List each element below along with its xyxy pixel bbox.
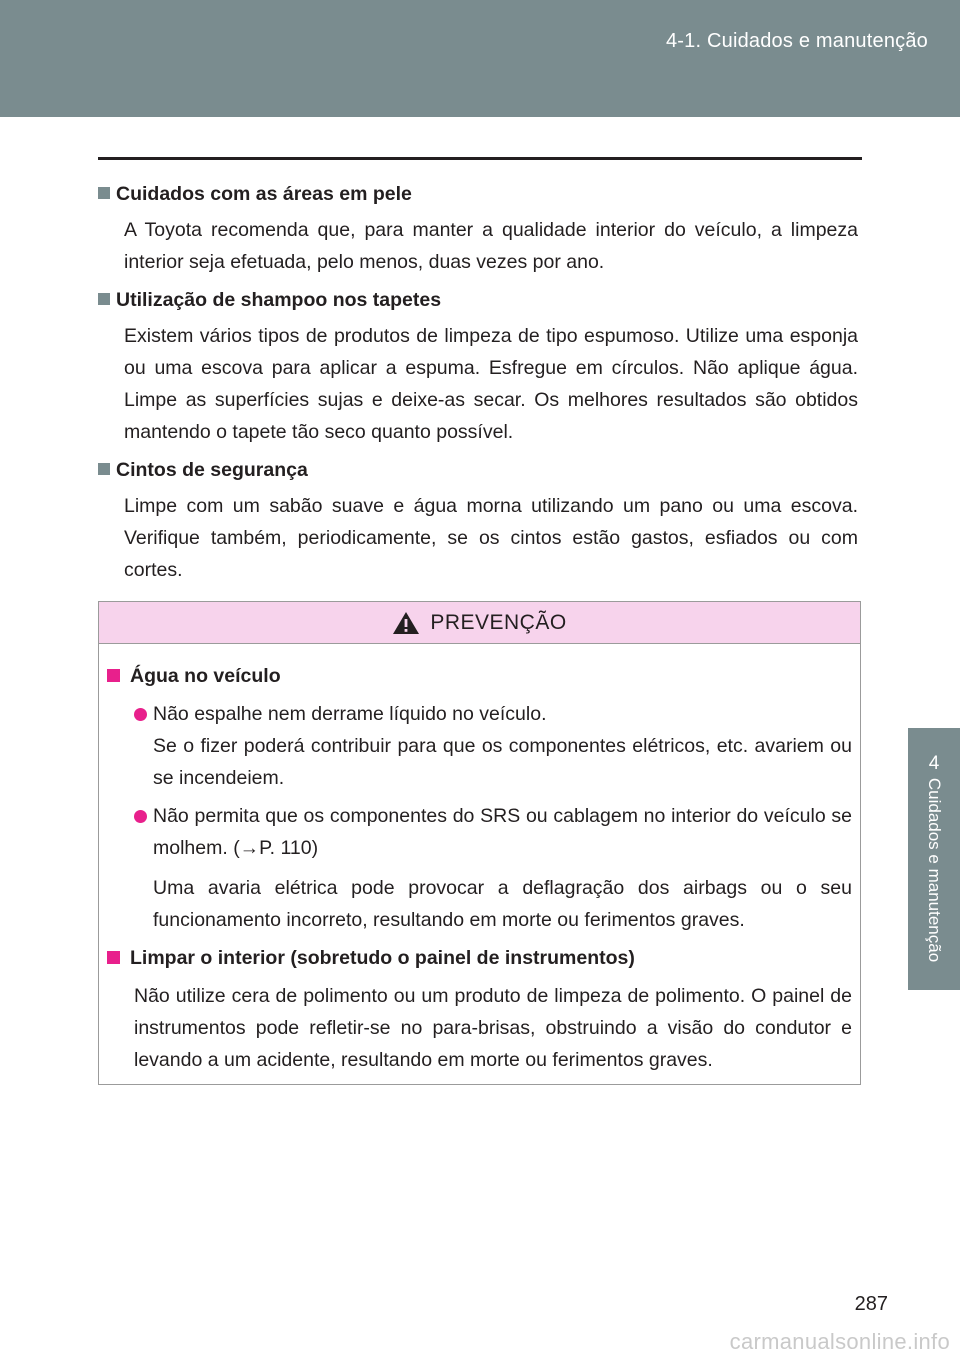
section-body: A Toyota recomenda que, para manter a qualidade interior do veículo, a limpeza interior seja efetuada, pelo menos, duas vezes por ano. bbox=[124, 219, 858, 273]
section-heading: Cintos de segurança bbox=[98, 454, 858, 486]
section-body: Limpe com um sabão suave e água morna utilizando um pano ou uma escova. Verifique também, periodicamente, se os cintos estão gastos, esfiados ou com cortes. bbox=[124, 495, 858, 581]
warning-bullet-continuation: Uma avaria elétrica pode provocar a deflagração dos airbags ou o seu funcionamento incorreto, resultando em morte ou ferimentos graves. bbox=[153, 877, 852, 931]
warning-title: PREVENÇÃO bbox=[430, 610, 567, 634]
page-number: 287 bbox=[854, 1293, 888, 1315]
warning-body bbox=[99, 644, 860, 1076]
warning-bullet: Não permita que os componentes do SRS ou cablagem no interior do veículo se molhem. (→P. 110) bbox=[107, 800, 852, 864]
square-bullet-icon bbox=[107, 951, 120, 964]
square-bullet-icon bbox=[107, 669, 120, 682]
warning-paragraph: Não utilize cera de polimento ou um produto de limpeza de polimento. O painel de instrumentos pode refletir-se no para-brisas, obstruindo a visão do condutor e levando a um acidente, resultando em morte ou ferimentos graves. bbox=[134, 985, 852, 1071]
square-bullet-icon bbox=[98, 293, 110, 305]
square-bullet-icon bbox=[98, 463, 110, 475]
header-rule bbox=[98, 157, 862, 160]
section-heading: Cuidados com as áreas em pele bbox=[98, 178, 858, 210]
header-band bbox=[0, 0, 960, 117]
warning-item-heading: Água no veículo bbox=[107, 660, 852, 692]
warning-box bbox=[98, 601, 861, 1085]
square-bullet-icon bbox=[98, 187, 110, 199]
warning-header bbox=[99, 602, 860, 644]
section-title: 4-1. Cuidados e manutenção bbox=[665, 30, 928, 52]
dot-bullet-icon bbox=[134, 810, 147, 823]
section-body: Existem vários tipos de produtos de limpeza de tipo espumoso. Utilize uma esponja ou uma escova para aplicar a espuma. Esfregue em círculos. Não aplique água. Limpe as superfícies sujas e deixe-as secar. Os melhores resultados são obtidos mantendo o tapete tão seco quanto possível. bbox=[124, 325, 858, 443]
warning-item-heading: Limpar o interior (sobretudo o painel de instrumentos) bbox=[107, 942, 852, 974]
section-heading: Utilização de shampoo nos tapetes bbox=[98, 284, 858, 316]
main-content bbox=[98, 178, 858, 592]
chapter-label: Cuidados e manutenção bbox=[925, 777, 944, 963]
warning-bullet: Não espalhe nem derrame líquido no veículo. Se o fizer poderá contribuir para que os componentes elétricos, etc. avariem ou se incendeiem. bbox=[107, 698, 852, 794]
watermark: carmanualsonline.info bbox=[729, 1329, 950, 1354]
dot-bullet-icon bbox=[134, 708, 147, 721]
chapter-number: 4 bbox=[928, 753, 940, 774]
warning-triangle-icon bbox=[392, 611, 420, 635]
